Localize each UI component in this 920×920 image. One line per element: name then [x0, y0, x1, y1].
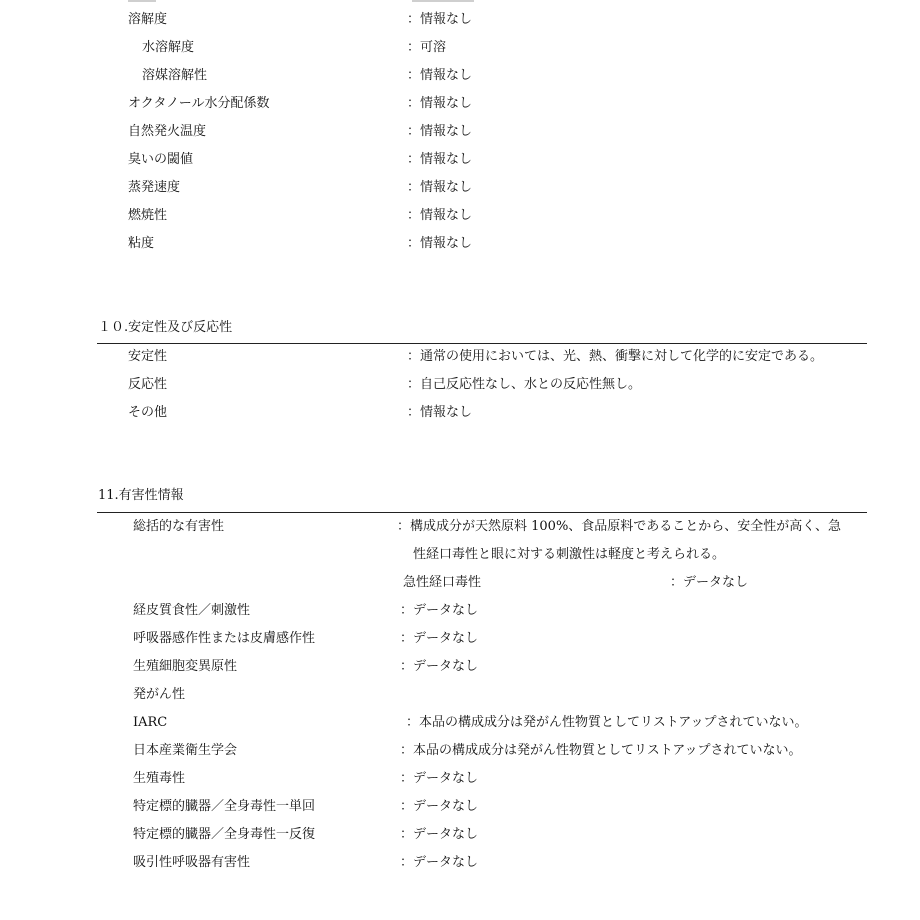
property-value: ：情報なし [407, 236, 473, 251]
reactivity-row [0, 375, 920, 395]
property-row [0, 38, 920, 58]
cropped-label-fragment [128, 0, 156, 2]
hazard-label: 吸引性呼吸器有害性 [133, 855, 251, 870]
cropped-top-row [0, 0, 920, 8]
stability-label: 安定性 [128, 349, 168, 364]
hazard-label: 日本産業衛生学会 [133, 743, 238, 758]
property-label: 蒸発速度 [128, 180, 181, 195]
section-divider [97, 512, 867, 513]
reactivity-value: ：自己反応性なし、水との反応性無し。 [407, 377, 642, 392]
hazard-value: ：データなし [400, 799, 479, 814]
hazard-label: 生殖毒性 [133, 771, 186, 786]
property-label: 自然発火温度 [128, 124, 207, 139]
property-value: ：情報なし [407, 152, 473, 167]
hazard-row [0, 685, 920, 705]
hazard-row [0, 657, 920, 677]
hazard-row [0, 629, 920, 649]
property-label: 溶解度 [128, 12, 168, 27]
hazard-row [0, 797, 920, 817]
property-value: ：可溶 [407, 40, 447, 55]
section-heading: １０.安定性及び反応性 [98, 320, 233, 335]
hazard-label: 特定標的臓器／全身毒性一単回 [133, 799, 316, 814]
property-row [0, 178, 920, 198]
property-label: 溶媒溶解性 [142, 68, 208, 83]
hazard-value: ：本品の構成成分は発がん性物質としてリストアップされていない。 [400, 743, 802, 758]
hazard-row [0, 713, 920, 733]
cropped-value-fragment [412, 0, 474, 2]
section-divider [97, 343, 867, 344]
property-label: 臭いの閾値 [128, 152, 194, 167]
acute-oral-toxicity-row [0, 573, 920, 593]
overall-hazard-continuation [0, 545, 920, 565]
property-value: ：情報なし [407, 208, 473, 223]
property-row [0, 94, 920, 114]
property-row [0, 10, 920, 30]
section-heading: 11.有害性情報 [98, 488, 184, 503]
hazard-row [0, 741, 920, 761]
overall-hazard-text: ：構成成分が天然原料 100%、食品原料であることから、安全性が高く、急 [397, 519, 842, 534]
property-row [0, 234, 920, 254]
property-row [0, 66, 920, 86]
property-label: 燃焼性 [128, 208, 168, 223]
hazard-row [0, 853, 920, 873]
property-label: 水溶解度 [142, 40, 195, 55]
overall-hazard-text-line2: 性経口毒性と眼に対する刺激性は軽度と考えられる。 [413, 547, 726, 562]
hazard-value: ：データなし [400, 855, 479, 870]
hazard-value: ：本品の構成成分は発がん性物質としてリストアップされていない。 [406, 715, 808, 730]
hazard-label: 呼吸器感作性または皮膚感作性 [133, 631, 316, 646]
other-label: その他 [128, 405, 168, 420]
property-label: 粘度 [128, 236, 155, 251]
hazard-value: ：データなし [400, 771, 479, 786]
acute-oral-toxicity-label: 急性経口毒性 [403, 575, 482, 590]
hazard-row [0, 769, 920, 789]
hazard-value: ：データなし [400, 659, 479, 674]
acute-oral-toxicity-value: ：データなし [670, 575, 749, 590]
other-row [0, 403, 920, 423]
property-value: ：情報なし [407, 96, 473, 111]
property-label: オクタノール水分配係数 [128, 96, 270, 111]
property-row [0, 150, 920, 170]
other-value: ：情報なし [407, 405, 473, 420]
hazard-label: IARC [133, 715, 168, 730]
hazard-label: 発がん性 [133, 687, 186, 702]
property-value: ：情報なし [407, 68, 473, 83]
overall-hazard-label: 総括的な有害性 [133, 519, 225, 534]
stability-value: ：通常の使用においては、光、熱、衝撃に対して化学的に安定である。 [407, 349, 824, 364]
hazard-row [0, 601, 920, 621]
hazard-value: ：データなし [400, 603, 479, 618]
overall-hazard-row [0, 517, 920, 537]
property-value: ：情報なし [407, 180, 473, 195]
property-value: ：情報なし [407, 124, 473, 139]
hazard-row [0, 825, 920, 845]
hazard-value: ：データなし [400, 631, 479, 646]
property-value: ：情報なし [407, 12, 473, 27]
reactivity-label: 反応性 [128, 377, 168, 392]
hazard-label: 経皮質食性／刺激性 [133, 603, 251, 618]
property-row [0, 122, 920, 142]
hazard-label: 生殖細胞変異原性 [133, 659, 238, 674]
hazard-label: 特定標的臓器／全身毒性一反復 [133, 827, 316, 842]
stability-row [0, 347, 920, 367]
property-row [0, 206, 920, 226]
hazard-value: ：データなし [400, 827, 479, 842]
